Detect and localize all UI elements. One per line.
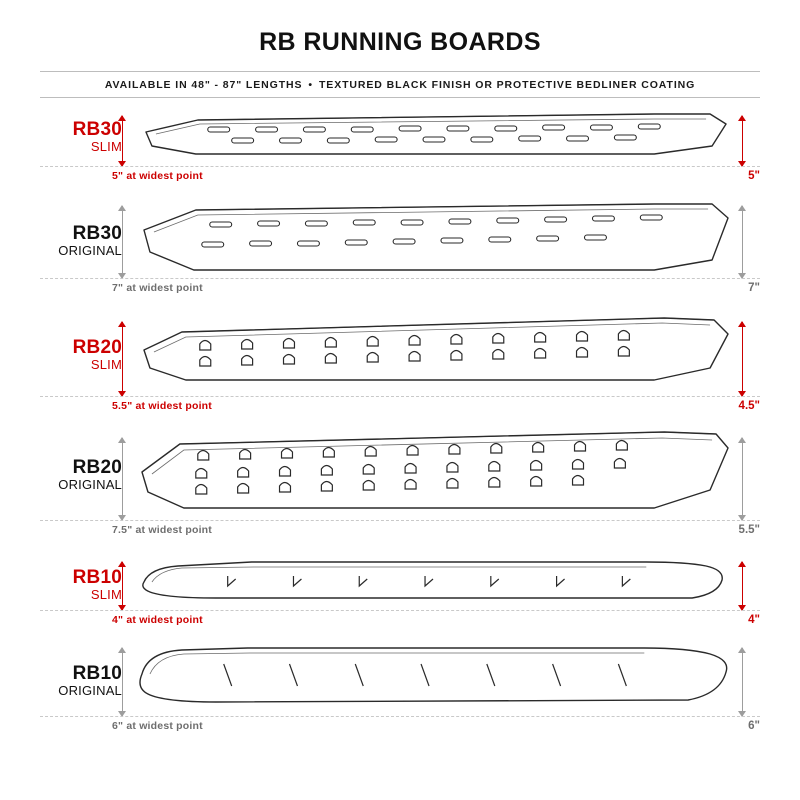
model-variant: ORIGINAL [58,243,122,259]
height-measure-arrow-rb30-slim [738,116,748,166]
width-measure-arrow-rb10-original [118,648,128,716]
row-label-rb10-original [40,664,122,700]
width-label-rb10-slim: 4" at widest point [112,614,203,626]
height-label-rb20-slim: 4.5" [738,400,760,412]
model-name: RB10 [72,663,122,684]
board-illustration-rb30-original [136,194,734,310]
board-illustration-rb20-slim [136,310,734,426]
board-illustration-rb10-slim [136,552,734,640]
height-label-rb30-slim: 5" [748,170,760,182]
subtitle-separator-dot: • [308,79,313,91]
row-baseline-3 [40,396,760,397]
board-row-rb30-slim [0,102,800,194]
width-measure-arrow-rb20-slim [118,322,128,396]
model-variant: ORIGINAL [58,477,122,493]
row-baseline-6 [40,716,760,717]
height-measure-arrow-rb10-slim [738,562,748,610]
height-label-rb10-slim: 4" [748,614,760,626]
board-illustration-rb20-original [136,426,734,552]
width-label-rb30-original: 7" at widest point [112,282,203,294]
height-label-rb30-original: 7" [748,282,760,294]
width-measure-arrow-rb30-original [118,206,128,278]
height-measure-arrow-rb10-original [738,648,748,716]
subtitle-finish: TEXTURED BLACK FINISH OR PROTECTIVE BEDLINER COATING [318,79,696,91]
row-baseline-2 [40,278,760,279]
model-variant: ORIGINAL [58,683,122,699]
height-label-rb10-original: 6" [748,720,760,732]
page-title: RB RUNNING BOARDS [259,28,541,56]
model-name: RB30 [72,223,122,244]
row-label-rb30-original [40,224,122,260]
header-subtitle [0,72,800,97]
model-name: RB20 [72,457,122,478]
height-measure-arrow-rb20-original [738,438,748,520]
row-baseline-1 [40,166,760,167]
model-name: RB30 [72,119,122,140]
row-baseline-4 [40,520,760,521]
model-variant: SLIM [90,139,122,155]
model-variant: SLIM [90,357,122,373]
board-row-rb20-slim [0,310,800,426]
board-row-rb30-original [0,194,800,310]
header [0,0,800,98]
width-label-rb20-original: 7.5" at widest point [112,524,212,536]
board-rows [0,102,800,750]
width-label-rb10-original: 6" at widest point [112,720,203,732]
model-name: RB20 [72,337,122,358]
board-row-rb10-original [0,640,800,750]
board-illustration-rb10-original [136,640,734,750]
model-variant: SLIM [90,587,122,603]
board-row-rb20-original [0,426,800,552]
width-label-rb20-slim: 5.5" at widest point [112,400,212,412]
height-label-rb20-original: 5.5" [738,524,760,536]
row-label-rb20-slim [40,338,122,374]
board-row-rb10-slim [0,552,800,640]
height-measure-arrow-rb20-slim [738,322,748,396]
board-illustration-rb30-slim [136,102,734,194]
row-label-rb20-original [40,458,122,494]
model-name: RB10 [72,567,122,588]
header-divider-bottom [40,97,760,98]
height-measure-arrow-rb30-original [738,206,748,278]
width-measure-arrow-rb30-slim [118,116,128,166]
width-label-rb30-slim: 5" at widest point [112,170,203,182]
row-baseline-5 [40,610,760,611]
width-measure-arrow-rb10-slim [118,562,128,610]
row-label-rb10-slim [40,568,122,604]
width-measure-arrow-rb20-original [118,438,128,520]
row-label-rb30-slim [40,120,122,156]
subtitle-lengths: AVAILABLE IN 48" - 87" LENGTHS [104,79,303,91]
